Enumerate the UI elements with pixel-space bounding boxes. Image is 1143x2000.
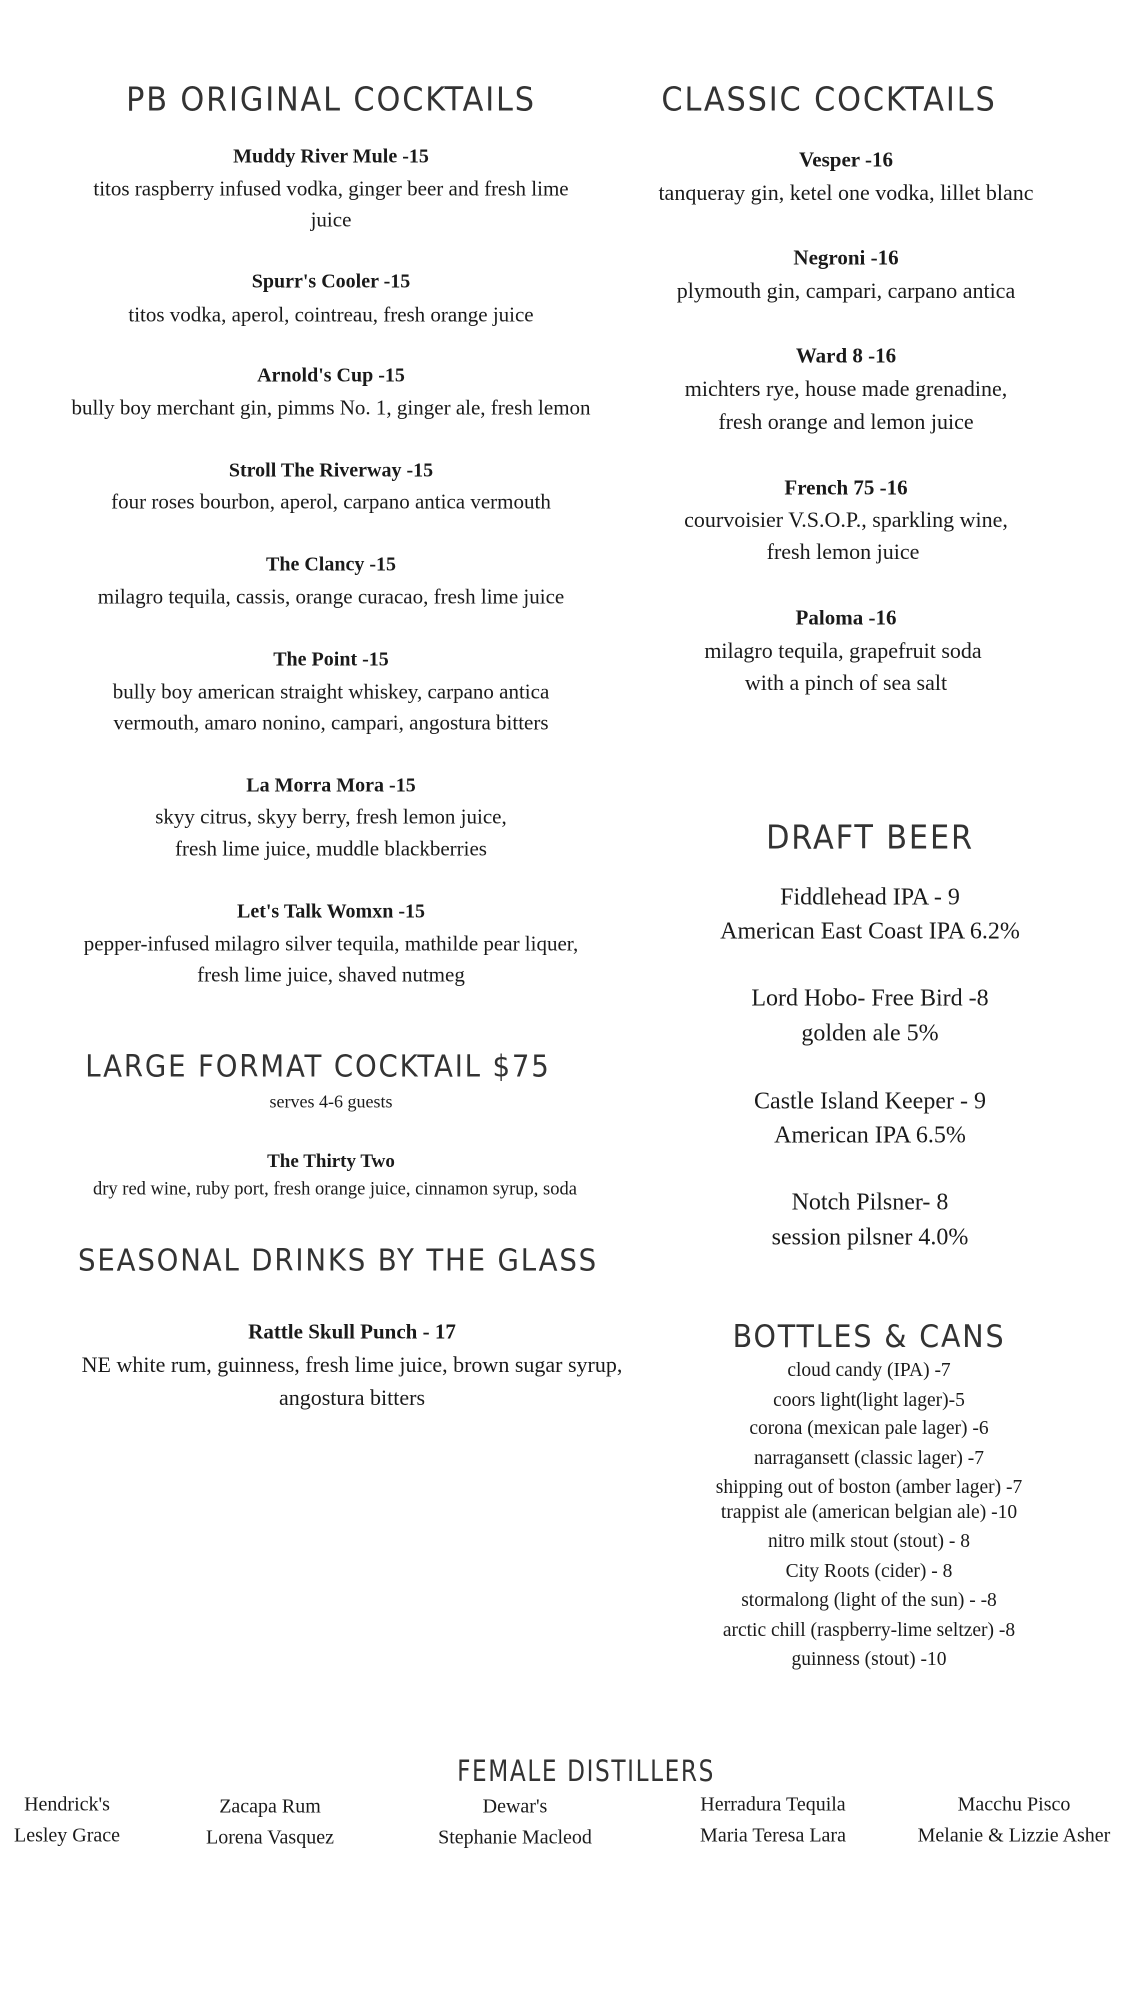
cocktail-description: milagro tequila, grapefruit soda	[704, 638, 982, 663]
cocktail-name: Paloma -16	[795, 605, 897, 630]
cocktail-name: Arnold's Cup -15	[257, 364, 405, 387]
beer-description: golden ale 5%	[801, 1020, 939, 1047]
bottle-item: City Roots (cider) - 8	[785, 1561, 953, 1582]
cocktail-name: French 75 -16	[784, 475, 908, 500]
cocktail-description: bully boy merchant gin, pimms No. 1, ginger ale, fresh lemon	[71, 395, 591, 420]
cocktail-name: Stroll The Riverway -15	[228, 459, 434, 482]
section-heading: PB ORIGINAL COCKTAILS	[126, 79, 536, 119]
cocktail-name: Spurr's Cooler -15	[251, 270, 411, 293]
beer-description: American IPA 6.5%	[774, 1122, 966, 1149]
cocktail-name: The Clancy -15	[266, 553, 396, 576]
cocktail-name: Muddy River Mule -15	[233, 145, 429, 168]
distiller-brand: Hendrick's	[24, 1793, 110, 1816]
cocktail-description: NE white rum, guinness, fresh lime juice, brown sugar syrup,	[81, 1352, 623, 1377]
section-heading: BOTTLES & CANS	[732, 1319, 1006, 1355]
distiller-brand: Zacapa Rum	[219, 1795, 321, 1818]
cocktail-description: juice	[310, 207, 352, 232]
beer-name: Fiddlehead IPA - 9	[780, 884, 960, 911]
cocktail-name: Negroni -16	[793, 245, 899, 270]
cocktail-description: skyy citrus, skyy berry, fresh lemon juice,	[155, 804, 507, 829]
cocktail-description: fresh lime juice, muddle blackberries	[175, 836, 487, 861]
cocktail-description: milagro tequila, cassis, orange curacao, fresh lime juice	[97, 584, 565, 609]
cocktail-description: titos raspberry infused vodka, ginger beer and fresh lime	[93, 176, 569, 201]
cocktail-description: courvoisier V.S.O.P., sparkling wine,	[684, 507, 1008, 532]
cocktail-description: fresh lime juice, shaved nutmeg	[197, 962, 465, 987]
cocktail-description: titos vodka, aperol, cointreau, fresh orange juice	[128, 302, 534, 327]
bottle-item: shipping out of boston (amber lager) -7	[715, 1477, 1023, 1498]
section-heading: LARGE FORMAT COCKTAIL $75	[85, 1049, 551, 1085]
cocktail-description: four roses bourbon, aperol, carpano antica vermouth	[111, 489, 551, 514]
cocktail-description: tanqueray gin, ketel one vodka, lillet blanc	[658, 180, 1034, 205]
distiller-brand: Macchu Pisco	[957, 1793, 1071, 1816]
cocktail-description: with a pinch of sea salt	[744, 670, 948, 695]
distiller-brand: Dewar's	[482, 1795, 548, 1818]
bottle-item: cloud candy (IPA) -7	[787, 1360, 951, 1381]
cocktail-description: pepper-infused milagro silver tequila, mathilde pear liquer,	[83, 931, 579, 956]
cocktail-description: fresh lemon juice	[766, 539, 920, 564]
section-heading: FEMALE DISTILLERS	[457, 1754, 715, 1788]
distiller-person: Melanie & Lizzie Asher	[917, 1824, 1111, 1847]
cocktail-name: La Morra Mora -15	[246, 774, 416, 797]
cocktail-name: Ward 8 -16	[795, 343, 897, 368]
distiller-person: Maria Teresa Lara	[700, 1824, 846, 1847]
cocktail-description: plymouth gin, campari, carpano antica	[676, 278, 1016, 303]
cocktail-name: The Point -15	[273, 648, 389, 671]
cocktail-description: dry red wine, ruby port, fresh orange juice, cinnamon syrup, soda	[93, 1179, 577, 1200]
serving-note: serves 4-6 guests	[269, 1091, 393, 1112]
section-heading: SEASONAL DRINKS BY THE GLASS	[77, 1243, 599, 1279]
cocktail-name: Rattle Skull Punch - 17	[248, 1319, 456, 1344]
bottle-item: corona (mexican pale lager) -6	[749, 1418, 989, 1439]
cocktail-description: vermouth, amaro nonino, campari, angostura bitters	[113, 710, 549, 735]
bottle-item: arctic chill (raspberry-lime seltzer) -8	[722, 1620, 1016, 1641]
distiller-person: Stephanie Macleod	[438, 1826, 592, 1849]
bottle-item: narragansett (classic lager) -7	[753, 1448, 985, 1469]
bottle-item: stormalong (light of the sun) - -8	[741, 1590, 997, 1611]
section-heading: DRAFT BEER	[766, 817, 974, 857]
cocktail-name: The Thirty Two	[267, 1151, 395, 1172]
bottle-item: trappist ale (american belgian ale) -10	[720, 1502, 1018, 1523]
bottle-item: guinness (stout) -10	[791, 1649, 947, 1670]
beer-name: Lord Hobo- Free Bird -8	[751, 985, 989, 1012]
bottle-item: nitro milk stout (stout) - 8	[767, 1531, 971, 1552]
distiller-person: Lorena Vasquez	[206, 1826, 334, 1849]
cocktail-description: bully boy american straight whiskey, carpano antica	[112, 679, 550, 704]
distiller-brand: Herradura Tequila	[700, 1793, 846, 1816]
beer-name: Notch Pilsner- 8	[791, 1189, 949, 1216]
section-heading: CLASSIC COCKTAILS	[661, 79, 997, 119]
cocktail-name: Vesper -16	[799, 147, 893, 172]
bottle-item: coors light(light lager)-5	[773, 1390, 965, 1411]
beer-description: session pilsner 4.0%	[771, 1224, 969, 1251]
cocktail-name: Let's Talk Womxn -15	[236, 900, 426, 923]
beer-name: Castle Island Keeper - 9	[754, 1088, 986, 1115]
distiller-person: Lesley Grace	[13, 1824, 121, 1847]
beer-description: American East Coast IPA 6.2%	[720, 918, 1020, 945]
cocktail-description: angostura bitters	[278, 1385, 426, 1410]
cocktail-description: fresh orange and lemon juice	[718, 409, 974, 434]
cocktail-description: michters rye, house made grenadine,	[684, 376, 1008, 401]
